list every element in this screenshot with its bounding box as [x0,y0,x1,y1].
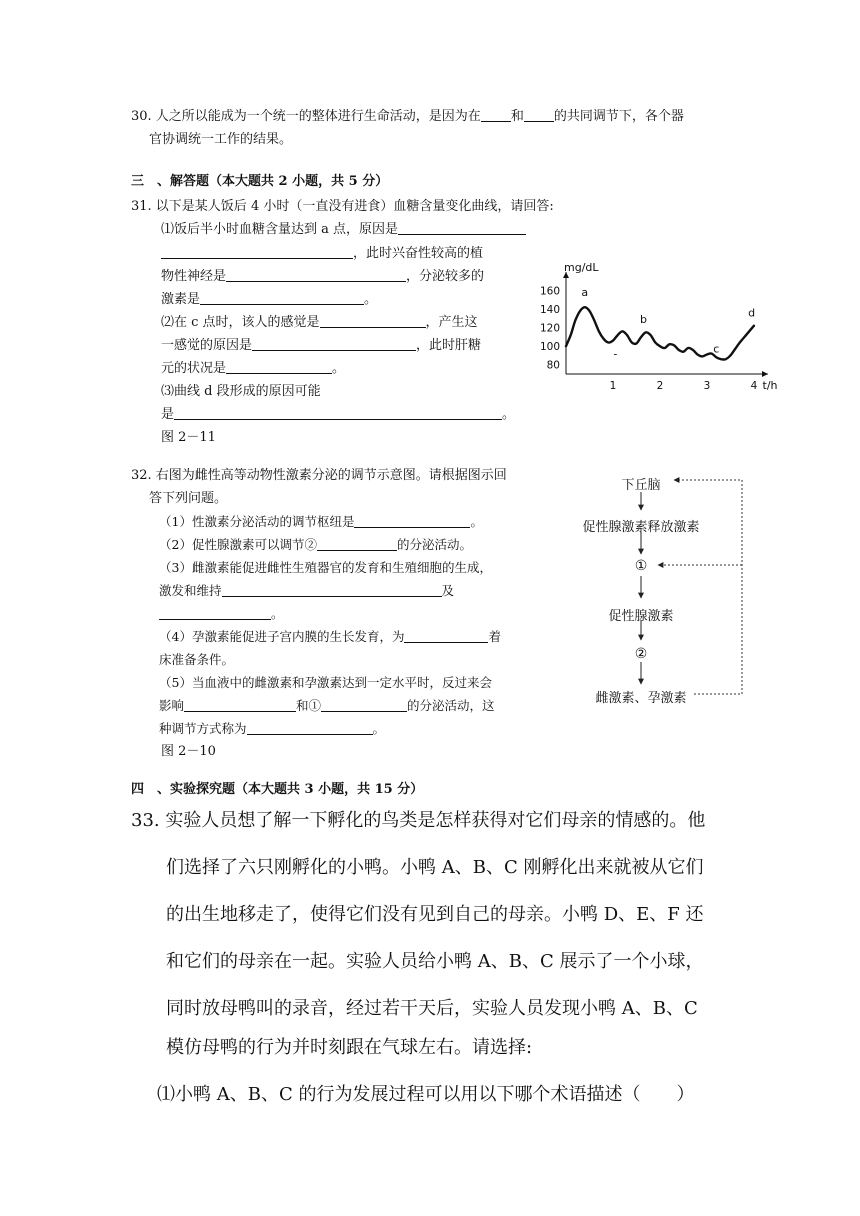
blood-glucose-chart [530,258,790,398]
q33-line4: 和它们的母亲在一起。实验人员给小鸭 A、B、C 展示了一个小球， [166,951,704,972]
y-tick-label: 100 [539,341,560,354]
q33-line2: 们选择了六只刚孵化的小鸭。小鸭 A、B、C 刚孵化出来就被从它们 [166,857,704,878]
point-label-b: b [640,313,648,326]
blank [161,246,353,259]
blank [317,538,397,551]
q32-s5b: 影响 和① 的分泌活动，这 [159,698,495,713]
q32-s1: （1）性激素分泌活动的调节枢纽是 。 [159,514,483,529]
blank [398,222,526,235]
q31-p3a: ⑶曲线 d 段形成的原因可能 [161,384,321,399]
q31-p1a: ⑴饭后半小时血糖含量达到 a 点，原因是 [161,222,526,237]
q32-figure-caption: 图 2－10 [161,744,216,759]
blank [354,515,470,528]
q31-p2a: ⑵在 c 点时，该人的感觉是 ，产生这 [161,315,478,330]
q33-line5: 同时放母鸭叫的录音，经过若干天后，实验人员发现小鸭 A、B、C [166,998,698,1019]
q30-line2: 官协调统一工作的结果。 [149,132,293,147]
blank [184,699,296,712]
section-4-title: 四 、实验探究题（本大题共 3 小题，共 15 分） [131,782,424,797]
q32-s3b: 激发和维持 及 [159,583,455,598]
blank [222,584,442,597]
glucose-curve [566,307,754,359]
node-hypothalamus: 下丘脑 [621,478,661,493]
node-2: ② [634,646,648,662]
hormone-regulation-diagram [570,468,810,710]
blank [524,109,554,122]
blank [252,338,416,351]
q32-line1: 32. 右图为雌性高等动物性激素分泌的调节示意图。请根据图示回 [131,468,507,483]
node-gnrh: 促性腺激素释放激素 [582,520,700,535]
blank [159,607,271,620]
q33-line3: 的出生地移走了，使得它们没有见到自己的母亲。小鸭 D、E、F 还 [166,904,704,925]
q32-s3c: 。 [159,606,284,621]
x-tick-label: 2 [656,380,664,392]
y-axis-label: mg/dL [564,261,599,274]
q32-s3a: （3）雌激素能促进雌性生殖器官的发育和生殖细胞的生成， [159,560,492,575]
y-tick-label: 80 [546,359,560,372]
x-axis-label: t/h [762,379,778,392]
blank [481,109,511,122]
section-3-title: 三 、解答题（本大题共 2 小题，共 5 分） [131,174,389,189]
q32-s4a: （4）孕激素能促进子宫内膜的生长发育，为 着 [159,629,501,644]
node-1: ① [634,558,648,574]
point-label-c: c [713,342,720,356]
q31-p2b: 一感觉的原因是 ，此时肝糖 [161,338,482,353]
q33-line7: ⑴小鸭 A、B、C 的行为发展过程可以用以下哪个术语描述（ ） [157,1084,695,1105]
blank [404,630,488,643]
blank [321,699,407,712]
q30-line1: 30. 人之所以能成为一个统一的整体进行生命活动，是因为在 和 的共同调节下，各个器 [131,109,684,124]
node-gonadotropin: 促性腺激素 [608,609,674,624]
x-tick-label: 3 [703,380,711,392]
q31-intro: 31. 以下是某人饭后 4 小时（一直没有进食）血糖含量变化曲线，请回答: [131,199,554,214]
feedback-line [674,480,742,694]
q31-p3b: 是 。 [161,407,516,422]
x-tick-label: 1 [609,380,617,392]
blank [174,407,502,420]
q32-s4b: 床准备条件。 [159,652,235,667]
point-label-d: d [748,306,756,320]
point-label-dash: - [613,347,618,361]
q33-line6: 模仿母鸭的行为并时刻跟在气球左右。请选择: [166,1037,533,1058]
point-label-a: a [581,286,589,300]
q31-p1d: 激素是 。 [161,292,378,307]
q31-p1c: 物性神经是 ，分泌较多的 [161,269,485,284]
y-tick-label: 120 [539,322,560,335]
x-tick-label: 4 [750,380,758,392]
node-estrogen-progesterone: 雌激素、孕激素 [595,691,687,706]
q31-p2c: 元的状况是 。 [161,361,346,376]
y-tick-label: 140 [539,304,560,317]
blank [226,269,406,282]
q32-line2: 答下列问题。 [149,491,228,506]
blank [226,361,332,374]
y-tick-label: 160 [539,285,560,298]
q32-s5a: （5）当血液中的雌激素和孕激素达到一定水平时，反过来会 [159,675,492,690]
x-axis-arrow [762,371,768,377]
q32-s2: （2）促性腺激素可以调节② 的分泌活动。 [159,537,472,552]
q32-s5c: 种调节方式称为 。 [159,721,386,736]
q31-figure-caption: 图 2－11 [161,430,216,445]
q33-line1: 33. 实验人员想了解一下孵化的鸟类是怎样获得对它们母亲的情感的。他 [131,810,706,831]
q31-p1b: ，此时兴奋性较高的植 [161,246,483,261]
blank [320,315,426,328]
blank [247,722,373,735]
blank [200,292,364,305]
